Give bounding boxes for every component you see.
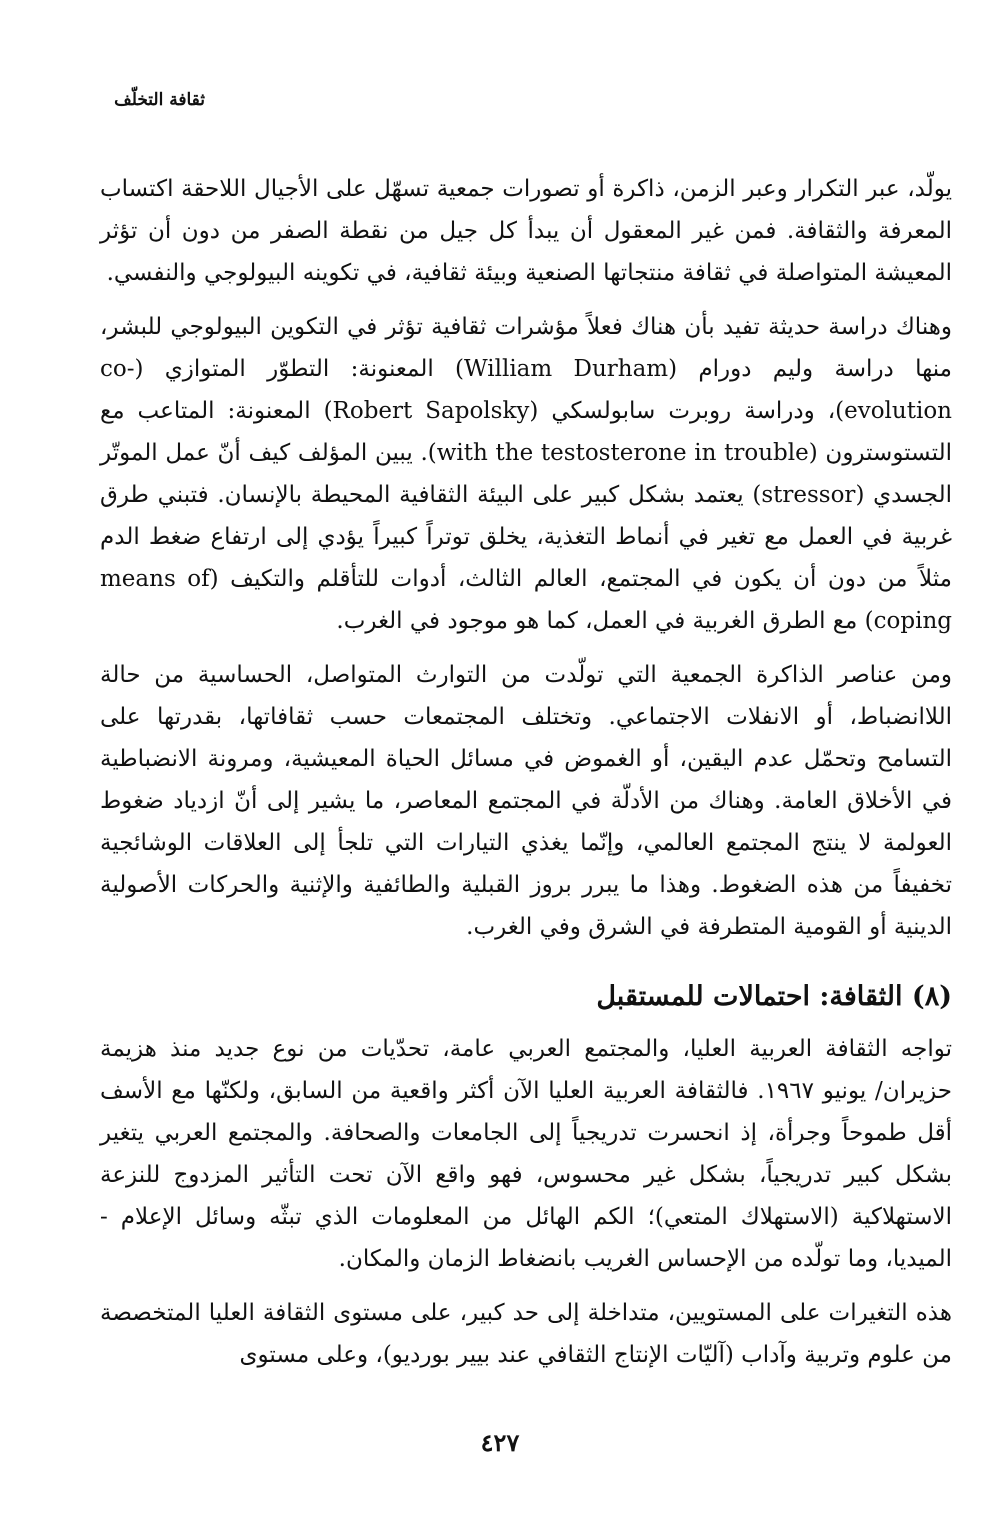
running-header-title: ثقافة التخلّف xyxy=(114,90,205,110)
section-heading: (٨) الثقافة: احتمالات للمستقبل xyxy=(596,981,952,1012)
paragraph-5: هذه التغيرات على المستويين، متداخلة إلى حد كبير، على مستوى الثقافة العليا المتخصصة من علوم وتربية وآداب (آليّات الإنتاج الثقافي عند بيير بورديو)، وعلى مستوى xyxy=(100,1300,952,1368)
page-number: ٤٢٧ xyxy=(480,1428,520,1457)
paragraph-3: ومن عناصر الذاكرة الجمعية التي تولّدت من التوارث المتواصل، الحساسية من حالة اللاانضباط، أو الانفلات الاجتماعي. وتختلف المجتمعات حسب ثقافاتها، بقدرتها على التسامح وتحمّل عدم اليقين، أو الغموض في مسائل الحياة المعيشية، ومرونة الانضباطية في الأخلاق العامة. وهناك من الأدلّة في المجتمع المعاصر، ما يشير إلى أنّ ازدياد ضغوط العولمة لا ينتج المجتمع العالمي، وإنّما يغذي التيارات التي تلجأ إلى العلاقات الوشائجية تخفيفاً من هذه الضغوط. وهذا ما يبرر بروز القبلية والطائفية والإثنية والحركات الأصولية الدينية أو القومية المتطرفة في الشرق وفي الغرب. xyxy=(100,662,952,940)
page-body xyxy=(100,168,952,1376)
paragraph-2: وهناك دراسة حديثة تفيد بأن هناك فعلاً مؤشرات ثقافية تؤثر في التكوين البيولوجي للبشر، منها دراسة وليم دورام (William Durham) المعنونة: التطوّر المتوازي (-co evolution)، ودراسة روبرت سابولسكي (Robert Sapolsky) المعنونة: المتاعب مع التستوسترون (with the testosterone in trouble). يبين المؤلف كيف أنّ عمل الموتّر الجسدي (stressor) يعتمد بشكل كبير على البيئة الثقافية المحيطة بالإنسان. فتبني طرق غربية في العمل مع تغير في أنماط التغذية، يخلق توتراً كبيراً يؤدي إلى ارتفاع ضغط الدم مثلاً من دون أن يكون في المجتمع، العالم الثالث، أدوات للتأقلم والتكيف (means of coping) مع الطرق الغربية في العمل، كما هو موجود في الغرب. xyxy=(100,314,953,634)
paragraph-4: تواجه الثقافة العربية العليا، والمجتمع العربي عامة، تحدّيات من نوع جديد منذ هزيمة حزيران/ يونيو ١٩٦٧. فالثقافة العربية العليا الآن أكثر واقعية من السابق، ولكنّها مع الأسف أقل طموحاً وجرأة، إذ انحسرت تدريجياً إلى الجامعات والصحافة. والمجتمع العربي يتغير بشكل كبير تدريجياً، بشكل غير محسوس، فهو واقع الآن تحت التأثير المزدوج للنزعة الاستهلاكية (الاستهلاك المتعي)؛ الكم الهائل من المعلومات الذي تبثّه وسائل الإعلام - الميديا، وما تولّده من الإحساس الغريب بانضغاط الزمان والمكان. xyxy=(100,1036,952,1272)
paragraph-1: يولّد، عبر التكرار وعبر الزمن، ذاكرة أو تصورات جمعية تسهّل على الأجيال اللاحقة اكتساب المعرفة والثقافة. فمن غير المعقول أن يبدأ كل جيل من نقطة الصفر من دون أن تؤثر المعيشة المتواصلة في ثقافة منتجاتها الصنعية وبيئة ثقافية، في تكوينه البيولوجي والنفسي. xyxy=(100,176,952,286)
